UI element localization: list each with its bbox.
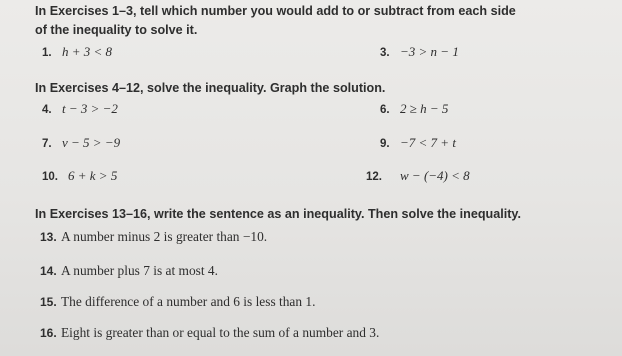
- problem-4: [42, 102, 118, 117]
- problem-number: 16.: [40, 326, 57, 340]
- problem-14: [40, 263, 218, 279]
- problem-expression: t − 3 > −2: [62, 101, 118, 116]
- problem-number: 6.: [380, 104, 390, 116]
- problem-expression: −7 < 7 + t: [400, 135, 456, 150]
- problem-12: [366, 169, 470, 184]
- section3-instruction: In Exercises 13–16, write the sentence as an inequality. Then solve the inequality.: [35, 207, 521, 221]
- section2-instruction: In Exercises 4–12, solve the inequality. Graph the solution.: [35, 81, 386, 95]
- problem-number: 15.: [40, 295, 57, 309]
- problem-7: [42, 136, 120, 151]
- problem-13: [40, 229, 267, 245]
- problem-number: 9.: [380, 138, 390, 150]
- problem-expression: −3 > n − 1: [400, 44, 459, 59]
- problem-text: Eight is greater than or equal to the sum of a number and 3.: [61, 325, 380, 340]
- problem-number: 12.: [366, 171, 382, 183]
- problem-number: 7.: [42, 138, 52, 150]
- problem-number: 13.: [40, 230, 57, 244]
- problem-expression: 2 ≥ h − 5: [400, 101, 449, 116]
- problem-text: A number plus 7 is at most 4.: [61, 263, 218, 278]
- problem-expression: w − (−4) < 8: [400, 168, 470, 183]
- problem-number: 14.: [40, 264, 57, 278]
- problem-number: 10.: [42, 171, 58, 183]
- problem-3: [380, 45, 459, 60]
- problem-number: 4.: [42, 104, 52, 116]
- problem-text: A number minus 2 is greater than −10.: [61, 229, 268, 244]
- problem-expression: 6 + k > 5: [68, 168, 118, 183]
- problem-9: [380, 136, 456, 151]
- problem-15: [40, 294, 315, 310]
- problem-16: [40, 325, 379, 341]
- problem-text: The difference of a number and 6 is less than 1.: [61, 294, 316, 309]
- problem-number: 3.: [380, 47, 390, 59]
- problem-number: 1.: [42, 47, 52, 59]
- problem-expression: v − 5 > −9: [62, 135, 121, 150]
- problem-6: [380, 102, 448, 117]
- problem-1: [42, 45, 112, 60]
- section1-instruction-line2: of the inequality to solve it.: [35, 23, 198, 37]
- problem-expression: h + 3 < 8: [62, 44, 113, 59]
- problem-10: [42, 169, 117, 184]
- section1-instruction-line1: In Exercises 1–3, tell which number you would add to or subtract from each side: [35, 4, 516, 18]
